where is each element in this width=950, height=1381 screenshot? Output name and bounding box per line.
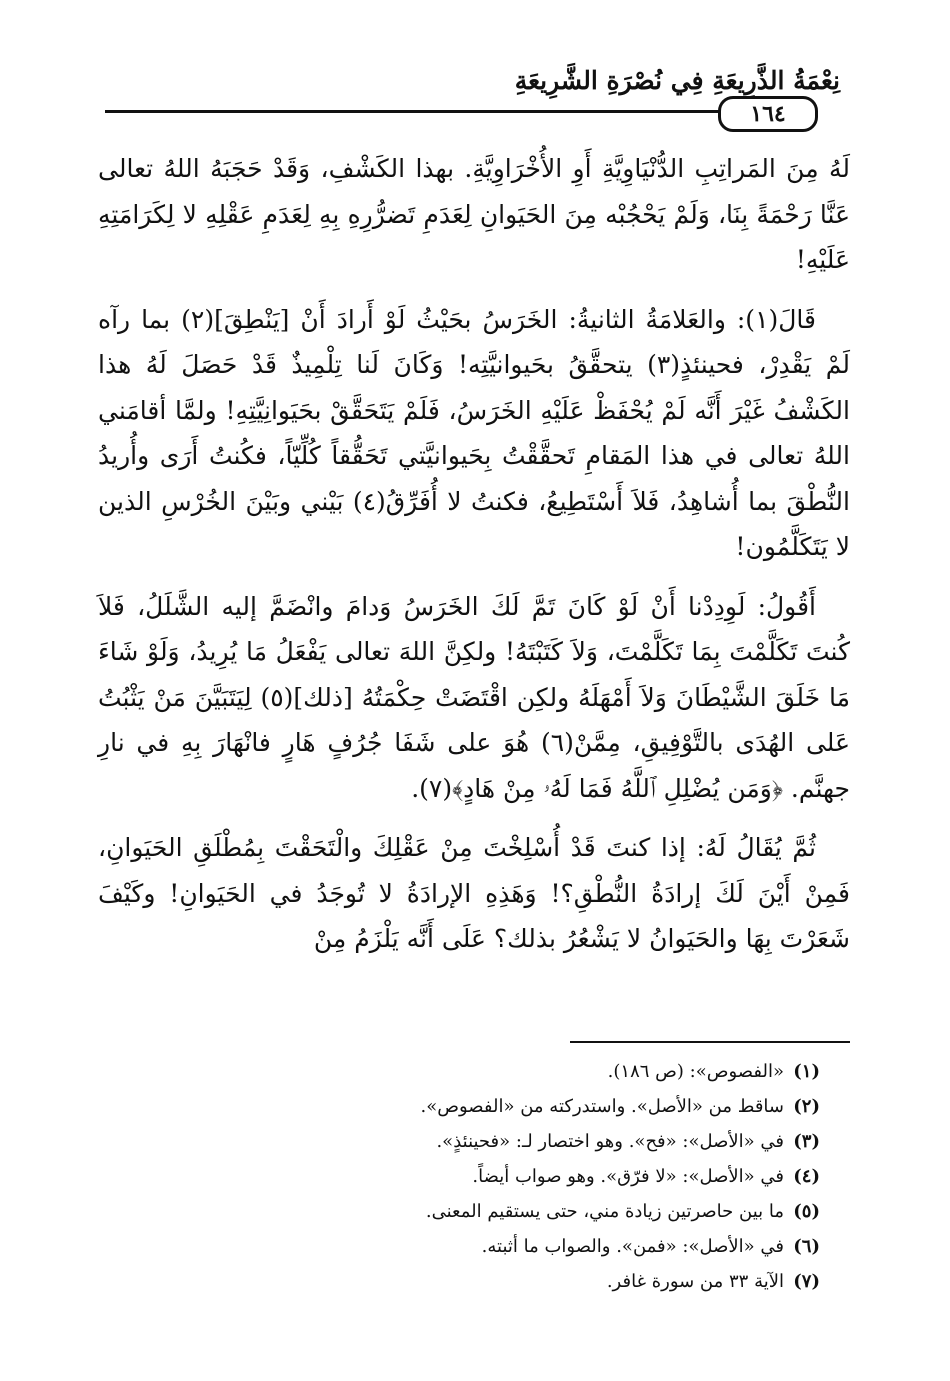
page-number: ١٦٤ <box>718 96 818 132</box>
footnote-text: في «الأصل»: «فح». وهو اختصار لـ: «فحينئذٍ». <box>436 1131 784 1152</box>
paragraph-4 <box>98 825 850 962</box>
footnote-text: «الفصوص»: (ص ١٨٦). <box>607 1061 784 1082</box>
header-rule <box>105 110 722 113</box>
main-text <box>98 146 850 976</box>
footnote-number: (٥) <box>793 1201 820 1222</box>
footnote-text: في «الأصل»: «لا فرّق». وهو صواب أيضاً. <box>472 1166 784 1187</box>
footnote-5 <box>130 1194 820 1229</box>
footnote-text: ساقط من «الأصل». واستدركته من «الفصوص». <box>420 1096 784 1117</box>
paragraph-4-text: ثُمَّ يُقَالُ لَهُ: إذا كنتَ قَدْ أُسْلِخْتَ مِنْ عَقْلِكَ والْتَحَقْتَ بِمُطْلَقِ الحَيَوانِ، فَمِنْ أَيْنَ لَكَ إرادَةُ النُّطْقِ؟! وَهَذِهِ الإرادَةُ لا تُوجَدُ في الحَيَوانِ! وكَيْفَ شَعَرْتَ بِهَا والحَيَوانُ لا يَشْعُرُ بذلك؟ عَلَى أَنَّه يَلْزَمُ مِنْ <box>98 833 850 953</box>
footnote-number: (٣) <box>793 1131 820 1152</box>
paragraph-1-text: لَهُ مِنَ المَراتِبِ الدُّنْيَاوِيَّةِ أَوِ الأُخْرَاوِيَّةِ. بهذا الكَشْفِ، وَقَدْ حَجَبَهُ اللهُ تعالى عَنَّا رَحْمَةً بِنَا، وَلَمْ يَحْجُبْه مِنَ الحَيَوانِ لِعَدَمِ تَضرُّرِهِ بِهِ لِعَدَمِ عَقْلِهِ لا لِكَرَامَتِهِ عَلَيْهِ! <box>98 154 850 274</box>
footnote-text: الآية ٣٣ من سورة غافر. <box>606 1271 784 1292</box>
footnote-number: (٧) <box>793 1271 820 1292</box>
footnote-number: (٤) <box>793 1166 820 1187</box>
paragraph-2 <box>98 297 850 570</box>
footnote-4 <box>130 1159 820 1194</box>
running-title: نِعْمَةُ الذَّرِيعَةِ فِي نُصْرَةِ الشَّرِيعَةِ <box>514 66 840 95</box>
footnote-text: ما بين حاصرتين زيادة مني، حتى يستقيم المعنى. <box>425 1201 784 1222</box>
footnotes <box>130 1054 820 1299</box>
footnote-2 <box>130 1089 820 1124</box>
footnote-separator <box>570 1041 850 1043</box>
footnote-1 <box>130 1054 820 1089</box>
footnote-text: في «الأصل»: «فمن». والصواب ما أثبته. <box>481 1236 784 1257</box>
footnote-3 <box>130 1124 820 1159</box>
footnote-6 <box>130 1229 820 1264</box>
footnote-7 <box>130 1264 820 1299</box>
paragraph-2-text: قَالَ(١): والعَلامَةُ الثانيةُ: الخَرَسُ بحَيْثُ لَوْ أَرادَ أَنْ [يَنْطِقَ](٢) بما رآه لَمْ يَقْدِرْ، فحينئذٍ(٣) يتحقَّقُ بحَيوانيَّتِه! وَكَانَ لَنا تِلْمِيذٌ قَدْ حَصَلَ لَهُ هذا الكَشْفُ غَيْرَ أَنَّه لَمْ يُحْفَظْ عَلَيْهِ الخَرَسُ، فَلَمْ يَتَحَقَّقْ بحَيَوانِيَّتِهِ! ولمَّا أقامَني اللهُ تعالى في هذا المَقامِ تَحقَّقْتُ بِحَيوانيَّتي تَحَقُّقاً كُلِّيّاً، فكُنتُ أَرَى وأُريدُ النُّطْقَ بما أُشاهِدُ، فَلاَ أَسْتَطِيعُ، فكنتُ لا أُفَرِّقُ(٤) بَيْني وبَيْنَ الخُرْسِ الذين لا يَتَكَلَّمُون! <box>98 304 850 561</box>
paragraph-3-text: أَقُولُ: لَوِدِدْنا أَنْ لَوْ كَانَ تَمَّ لَكَ الخَرَسُ وَدامَ وانْضَمَّ إليه الشَّلَلُ، فَلاَ كُنتَ تَكَلَّمْتَ بِمَا تَكَلَّمْتَ، وَلاَ كَتَبْتَهُ! ولكِنَّ اللهَ تعالى يَفْعَلُ مَا يُرِيدُ، وَلَوْ شَاءَ مَا خَلَقَ الشَّيْطَانَ وَلاَ أَمْهَلَهُ ولكِن اقْتَضَتْ حِكْمَتُهُ [ذلك](٥) لِيَتَبَيَّنَ مَنْ يَثْبُتُ عَلى الهُدَى بالتَّوْفِيقِ، مِمَّنْ(٦) هُوَ على شَفَا جُرُفٍ هَارٍ فانْهَارَ بِهِ في نارِ جهنَّم. ﴿وَمَن يُضْلِلِ ٱللَّهُ فَمَا لَهُۥ مِنْ هَادٍ﴾(٧). <box>98 591 850 803</box>
paragraph-1 <box>98 146 850 283</box>
footnote-number: (٢) <box>793 1096 820 1117</box>
footnote-number: (٦) <box>793 1236 820 1257</box>
paragraph-3 <box>98 584 850 812</box>
footnote-number: (١) <box>793 1061 820 1082</box>
